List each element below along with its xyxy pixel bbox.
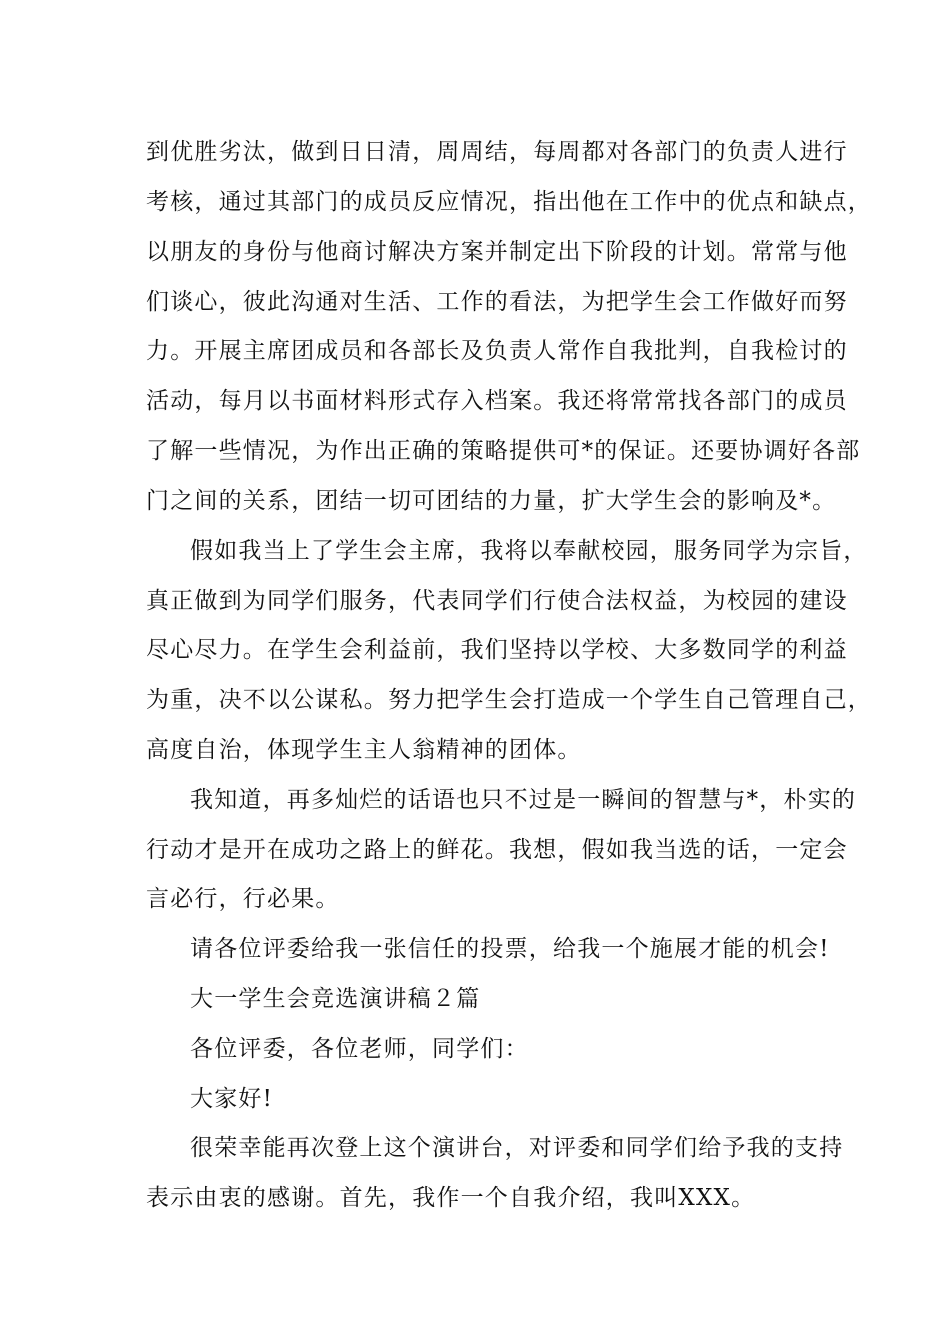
text-line: 活动，每月以书面材料形式存入档案。我还将常常找各部门的成员 [146,388,848,414]
text-line: 行动才是开在成功之路上的鲜花。我想，假如我当选的话，一定会 [146,837,848,863]
paragraph-first-line: 很荣幸能再次登上这个演讲台，对评委和同学们给予我的支持 [190,1135,844,1161]
text-line: 考核，通过其部门的成员反应情况，指出他在工作中的优点和缺点， [146,189,872,215]
text-line: 们谈心，彼此沟通对生活、工作的看法，为把学生会工作做好而努 [146,289,848,315]
section-title: 大一学生会竞选演讲稿２篇 [190,986,481,1012]
paragraph-first-line: 我知道，再多灿烂的话语也只不过是一瞬间的智慧与*，朴实的 [190,787,857,813]
text-line: 以朋友的身份与他商讨解决方案并制定出下阶段的计划。常常与他 [146,239,848,265]
text-line: 表示由衷的感谢。首先，我作一个自我介绍，我叫XXX。 [146,1185,756,1211]
greeting: 大家好! [190,1086,274,1112]
text-line: 尽心尽力。在学生会利益前，我们坚持以学校、大多数同学的利益 [146,637,848,663]
paragraph-first-line: 假如我当上了学生会主席，我将以奉献校园，服务同学为宗旨， [190,538,868,564]
text-line: 力。开展主席团成员和各部长及负责人常作自我批判，自我检讨的 [146,338,848,364]
paragraph-first-line: 请各位评委给我一张信任的投票，给我一个施展才能的机会! [190,936,830,962]
text-line: 门之间的关系，团结一切可团结的力量，扩大学生会的影响及*。 [146,488,837,514]
text-line: 高度自治，体现学生主人翁精神的团体。 [146,737,582,763]
text-line: 为重，决不以公谋私。努力把学生会打造成一个学生自己管理自己， [146,687,872,713]
text-line: 了解一些情况，为作出正确的策略提供可*的保证。还要协调好各部 [146,438,861,464]
text-line: 到优胜劣汰，做到日日清，周周结，每周都对各部门的负责人进行 [146,139,848,165]
salutation: 各位评委，各位老师，同学们： [190,1036,529,1062]
text-line: 言必行，行必果。 [146,886,340,912]
text-line: 真正做到为同学们服务，代表同学们行使合法权益，为校园的建设 [146,588,848,614]
